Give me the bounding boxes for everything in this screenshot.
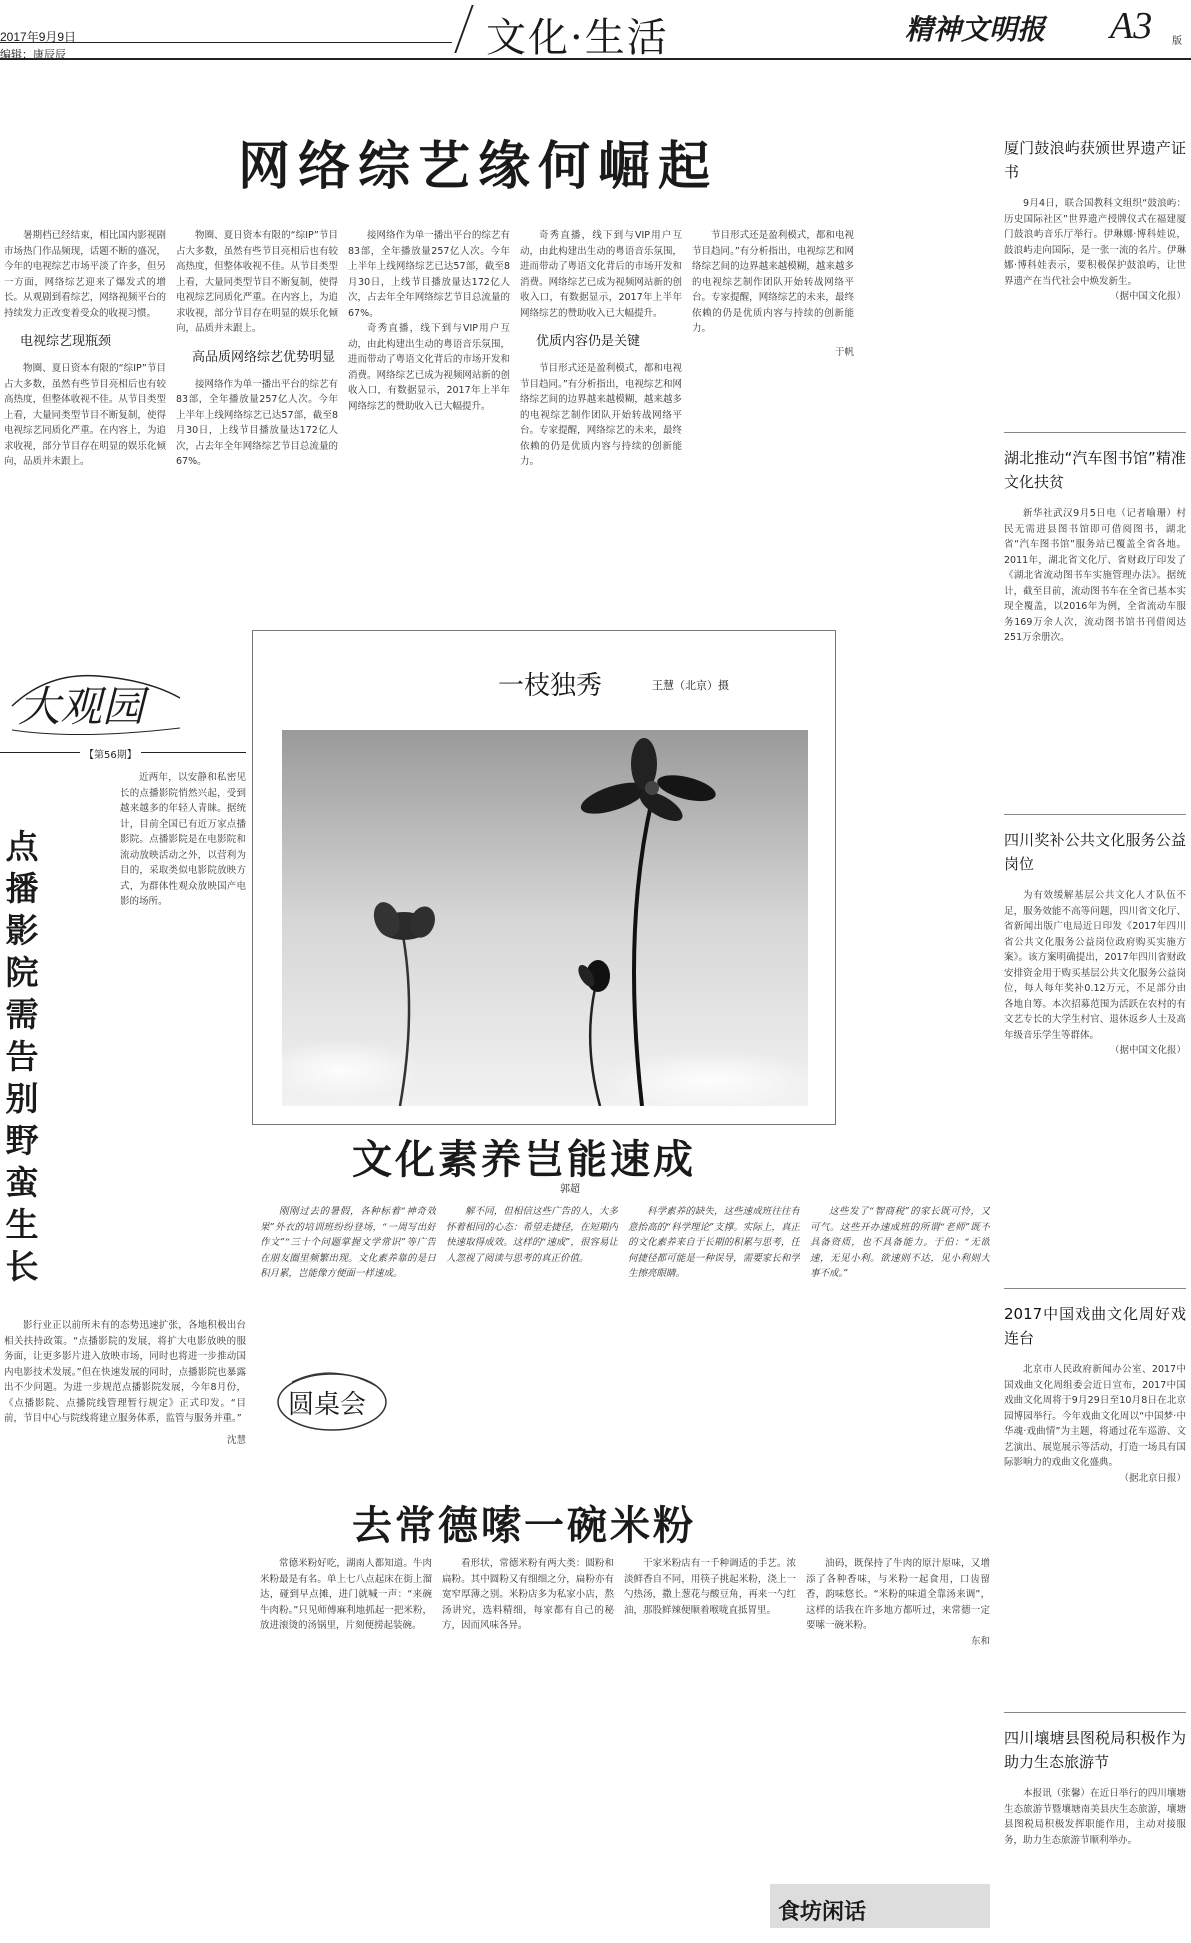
yzh-col-4: [810, 1204, 990, 1460]
main-col-3-text-b: 奇秀直播，线下到与VIP用户互动，由此构建出生动的粤语音乐氛围，进而带动了粤语文化背后的市场开发和消费。网络综艺已成为视频网站新的创收入口，有数据显示，2017年上半年网络综艺的赞助收入已大幅提升。: [348, 323, 510, 412]
sidebar-news-4: [1004, 1302, 1186, 1706]
yzh-col-2: [446, 1204, 618, 1460]
main-col-5: [692, 228, 854, 600]
sidebar-news-1-source: （据中国文化报）: [1109, 291, 1186, 302]
mifen-byline: 东和: [970, 1635, 990, 1647]
photo-credit: 王慧（北京）摄: [652, 679, 729, 692]
mifen-col-3: [624, 1556, 796, 1926]
photo-title: 一枝独秀: [498, 671, 603, 701]
sidebar-news-5-title: 四川壤塘县图税局积极作为助力生态旅游节: [1004, 1729, 1186, 1771]
main-subhead-1: 电视综艺现瓶颈: [20, 334, 112, 349]
main-col-2: [176, 228, 338, 600]
mifen-col-1-text: 常德米粉好吃，湖南人都知道。牛肉米粉最是有名。单上七八点起床在街上溜达，碰到早点摊，进门就喊一声：“来碗牛肉粉。”只见师傅麻利地抓起一把米粉，放进滚烫的汤锅里，片刻便捞起装碗。: [260, 1558, 432, 1631]
yuanzhuohui-logo: [272, 1362, 390, 1436]
mifen-col-3-text: 干家米粉店有一千种调适的手艺。浓淡鲜香自不同，用筷子挑起米粉，浇上一勺热汤，撒上葱花与酸豆角，再来一勺红油，那股鲜辣便顺着喉咙直抵胃里。: [624, 1558, 796, 1616]
main-col-4-text-b: 节目形式还是盈利模式，都和电视节目趋同。”有分析指出，电视综艺和网络综艺间的边界越来越模糊，越来越多的电视综艺制作团队开始转战网络平台。专家提醒，网络综艺的未来，最终依赖的仍是优质内容与持续的创新能力。: [520, 363, 682, 467]
main-col-4-text: 奇秀直播，线下到与VIP用户互动，由此构建出生动的粤语音乐氛围，进而带动了粤语文化背后的市场开发和消费。网络综艺已成为视频网站新的创收入口，有数据显示，2017年上半年网络综艺的赞助收入已大幅提升。: [520, 230, 682, 319]
editor-credit: 编辑：康辰辰: [0, 49, 66, 61]
mifen-col-1: [260, 1556, 432, 1926]
yzh-col-4-text: 这些发了“智商税”的家长既可怜，又可气。这些开办速成班的所谓“老师”既不具备资质，也不具备能力。于伯：“无欲速，无见小利。欲速则不达，见小利则大事不成。”: [810, 1206, 990, 1279]
sidebar-news-3-source: （据中国文化报）: [1109, 1045, 1186, 1056]
page-suffix: 版: [1172, 36, 1182, 47]
sidebar-news-5: [1004, 1726, 1186, 1932]
sidebar-news-2-text: 新华社武汉9月5日电（记者喻珊）村民无需进县图书馆即可借阅图书，湖北省“汽车图书馆”服务站已覆盖全省各地。2011年，湖北省文化厅、省财政厅印发了《湖北省流动图书车实施管理办法》。据统计，截至目前，流动图书车在全省已基本实现全覆盖，以2016年为例，全省流动车服务169万余人次，流动图书馆书刊借阅达251万余册次。: [1004, 508, 1186, 643]
yzh-col-3-text: 科学素养的缺失，这些速成班往往有意抬高的“科学理论”支撑。实际上，真正的文化素养来自于长期的积累与思考，任何捷径都可能是一种误导，需要家长和学生擦亮眼睛。: [628, 1206, 800, 1279]
dagan-issue: 【第56期】: [80, 746, 141, 761]
daguanyuan-logo-text: 大观园: [18, 682, 145, 731]
sidebar-separator-3: [1004, 1288, 1186, 1289]
yzh-col-2-text: 解不同，但相信这些广告的人，大多怀着相同的心态：希望走捷径，在短期内快速取得成效。这样的“速成”，很容易让人忽视了阅读与思考的真正价值。: [446, 1206, 618, 1264]
daguanyuan-logo: [8, 668, 184, 744]
mifen-col-4: [806, 1556, 990, 1882]
masthead-bottom-rule: [0, 58, 1191, 60]
sidebar-news-2: [1004, 446, 1186, 824]
dagan-col-2-text: 影行业正以前所未有的态势迅速扩张，各地积极出台相关扶持政策。“点播影院的发展，将扩大电影放映的服务面，让更多影片进入放映市场，同时也将进一步推动国内电影技术发展。”但在快速发展的同时，点播影院也暴露出不少问题。为进一步规范点播影院发展，今年8月份，《点播影院、点播院线管理暂行规定》正式印发。“目前，节目中心与院线将建立服务体系，监管与服务并重。”: [4, 1320, 246, 1424]
dagan-byline: 沈慧: [226, 1434, 246, 1446]
sidebar-news-3-title: 四川奖补公共文化服务公益岗位: [1004, 831, 1186, 873]
main-col-4: [520, 228, 682, 600]
yzh-col-1-text: 刚刚过去的暑假，各种标着“神奇效果”外衣的培训班纷纷登场，“一周写出好作文”“三十个问题掌握文学常识”等广告在朋友圈里频繁出现。文化素养靠的是日积月累，岂能像方便面一样速成。: [260, 1206, 436, 1279]
paper-name: 精神文明报: [905, 13, 1046, 46]
main-subhead-3: 优质内容仍是关键: [536, 334, 641, 349]
sidebar-separator-2: [1004, 814, 1186, 815]
dagan-vertical-title: 点播影院需告别野蛮生长: [5, 827, 39, 1286]
cosmos-flower-photo: [282, 730, 808, 1106]
main-col-3: [348, 228, 510, 600]
main-col-1: [4, 228, 166, 600]
sidebar-news-3-text: 为有效缓解基层公共文化人才队伍不足，服务效能不高等问题，四川省文化厅、省新闻出版广电局近日印发《2017年四川省公共文化服务公益岗位政府购买实施方案》。该方案明确提出，2017年四川省财政安排资金用于购买基层公共文化服务公益岗位，每人每年奖补0.12万元，不足部分由各地自筹。本次招募范围为活跃在农村的有文艺专长的大学生村官、退休返乡人士及高年级音乐学生等群体。: [1004, 890, 1186, 1041]
main-col-3-text: 接网络作为单一播出平台的综艺有83部，全年播放量257亿人次。今年上半年上线网络综艺已达57部，截至8月30日，上线节目播放量达172亿人次，占去年全年网络综艺节目总流量的67%。: [348, 230, 510, 319]
sidebar-news-4-source: （据北京日报）: [1119, 1472, 1186, 1484]
sidebar-news-5-text: 本报讯（张馨）在近日举行的四川壤塘生态旅游节暨壤塘南美县庆生态旅游，壤塘县图税局积极发挥职能作用，主动对接服务，助力生态旅游节顺利举办。: [1004, 1788, 1186, 1846]
yuanzhuohui-logo-text: 圆桌会: [288, 1390, 367, 1420]
mifen-col-4-text: 油码，既保持了牛肉的原汁原味，又增添了各种香味，与米粉一起食用，口齿留香，韵味悠长。“米粉的味道全靠汤来调”，这样的话我在许多地方都听过，来常德一定要嗦一碗米粉。: [806, 1558, 990, 1631]
sidebar-separator-1: [1004, 432, 1186, 433]
main-col-2-text: 物圈、夏日资本有限的“综IP”节目占大多数，虽然有些节目亮相后也有较高热度，但整体收视不佳。从节目类型上看，大量同类型节目不断复制，使得电视综艺同质化严重。在内容上，为追求收视，部分节目存在明显的娱乐化倾向，品质并未跟上。: [176, 230, 338, 334]
mifen-col-2-text: 看形状，常德米粉有两大类：圆粉和扁粉。其中圆粉又有细细之分，扁粉亦有宽窄厚薄之别。米粉店多为私家小店，熬汤讲究，选料精细，每家都有自己的秘方，因而风味各异。: [442, 1558, 614, 1631]
sidebar-separator-4: [1004, 1712, 1186, 1713]
sidebar-news-2-title: 湖北推动“汽车图书馆”精准文化扶贫: [1004, 449, 1186, 491]
page-number: A3: [1110, 5, 1153, 47]
main-col-1-text: 暑期档已经结束，相比国内影视剧市场热门作品频现，话题不断的盛况，今年的电视综艺市场平淡了许多，但另一方面，网络综艺迎来了爆发式的增长。从观剧到看综艺，网络视频平台的持续发力正改变着受众的收视习惯。: [4, 230, 166, 319]
main-col-2-text-b: 接网络作为单一播出平台的综艺有83部，全年播放量257亿人次。今年上半年上线网络综艺已达57部，截至8月30日，上线节目播放量达172亿人次，占去年全年网络综艺节目总流量的67%。: [176, 378, 338, 467]
section-title: 文化·生活: [486, 15, 669, 61]
sidebar-news-4-title: 2017中国戏曲文化周好戏连台: [1004, 1305, 1186, 1347]
dagan-col-1-text: 近两年，以安静和私密见长的点播影院悄然兴起，受到越来越多的年轻人青睐。据统计，目前全国已有近万家点播影院。点播影院是在电影院和流动放映活动之外，以营利为目的，采取类似电影院放映方式，为群体性观众放映国产电影的场所。: [120, 772, 246, 907]
sidebar-news-4-text: 北京市人民政府新闻办公室、2017中国戏曲文化周组委会近日宣布，2017中国戏曲文化周将于9月29日至10月8日在北京园博园举行。今年戏曲文化周以“中国梦·中华魂·戏曲情”为主题，将通过花车巡游、文艺演出、展览展示等活动，打造一场具有国际影响力的戏曲文化盛典。: [1004, 1364, 1186, 1468]
sidebar-news-1: [1004, 136, 1186, 428]
main-col-5-text: 节目形式还是盈利模式，都和电视节目趋同。”有分析指出，电视综艺和网络综艺间的边界越来越模糊，越来越多的电视综艺制作团队开始转战网络平台。专家提醒，网络综艺的未来，最终依赖的仍是优质内容与持续的创新能力。: [692, 230, 854, 334]
mifen-col-2: [442, 1556, 614, 1926]
yzh-col-3: [628, 1204, 800, 1460]
dagan-col-2: [4, 1318, 246, 1918]
sidebar-news-1-text: 9月4日，联合国教科文组织“鼓浪屿：历史国际社区”世界遗产授牌仪式在福建厦门鼓浪屿音乐厅举行。伊琳娜·博科娃说，鼓浪屿走向国际，是一张一流的名片。伊琳娜·博科娃表示，要积极保护鼓浪屿，让世界遗产在当代社会中焕发新生。: [1004, 198, 1186, 287]
shifang-logo: 食坊闲话: [778, 1899, 867, 1925]
yuanzhuohui-byline: 郭超: [560, 1184, 580, 1195]
headline-main: 网络综艺缘何崛起: [238, 137, 719, 197]
headline-yuanzhuohui: 文化素养岂能速成: [352, 1137, 696, 1183]
main-subhead-2: 高品质网络综艺优势明显: [192, 349, 336, 365]
yzh-col-1: [260, 1204, 436, 1354]
masthead: [0, 0, 1191, 61]
dagan-col-1: [120, 770, 246, 1316]
sidebar-news-3: [1004, 828, 1186, 1286]
main-col-1-text-b: 物圈、夏日资本有限的“综IP”节目占大多数，虽然有些节目亮相后也有较高热度，但整体收视不佳。从节目类型上看，大量同类型节目不断复制，使得电视综艺同质化严重。在内容上，为追求收视，部分节目存在明显的娱乐化倾向，品质并未跟上。: [4, 363, 166, 467]
sidebar-news-1-title: 厦门鼓浪屿获颁世界遗产证书: [1004, 139, 1186, 181]
issue-date: 2017年9月9日: [0, 30, 77, 44]
headline-mifen: 去常德嗦一碗米粉: [352, 1503, 696, 1549]
masthead-rule: [0, 42, 452, 43]
main-byline: 于帆: [834, 346, 854, 358]
